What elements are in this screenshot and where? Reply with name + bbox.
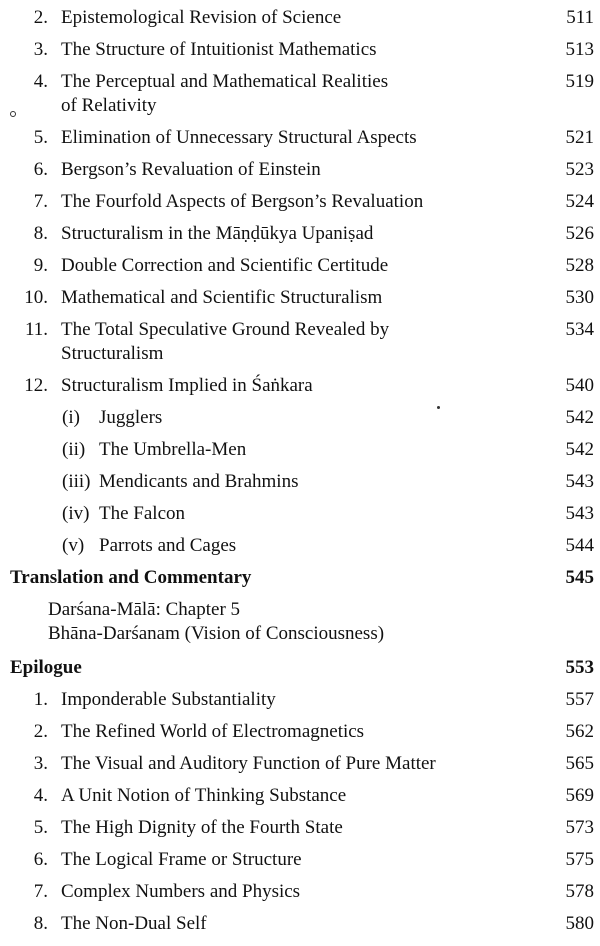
entry-title: The Visual and Auditory Function of Pure Matter	[61, 753, 436, 774]
entry-number: 1.	[33, 689, 48, 710]
entry-number: 6.	[33, 849, 48, 870]
entry-number: 2.	[33, 7, 48, 28]
entry-page: 543	[565, 471, 594, 492]
entry-title: The High Dignity of the Fourth State	[61, 817, 343, 838]
entry-page: 542	[565, 407, 594, 428]
entry-page: 543	[565, 503, 594, 524]
entry-page: 542	[565, 439, 594, 460]
entry-title: The Non-Dual Self	[61, 913, 207, 934]
entry-number: 3.	[33, 39, 48, 60]
entry-page: 562	[565, 721, 594, 742]
entry-number: 7.	[33, 191, 48, 212]
section-title: Translation and Commentary	[10, 567, 252, 588]
entry-title: The Fourfold Aspects of Bergson’s Revaluation	[61, 191, 424, 212]
entry-title-line2: of Relativity	[61, 95, 157, 116]
entry-number: 2.	[33, 721, 48, 742]
entry-number: 11.	[24, 319, 48, 340]
entry-page: 513	[565, 39, 594, 60]
entry-page: 569	[565, 785, 594, 806]
entry-number: 9.	[33, 255, 48, 276]
entry-title: Imponderable Substantiality	[61, 689, 276, 710]
entry-title: The Logical Frame or Structure	[61, 849, 302, 870]
entry-number: 8.	[33, 223, 48, 244]
entry-page: 573	[565, 817, 594, 838]
entry-number: 4.	[33, 71, 48, 92]
subentry-number: (v)	[62, 535, 85, 556]
section-title: Epilogue	[10, 657, 82, 678]
entry-page: 524	[565, 191, 594, 212]
entry-page: 540	[565, 375, 594, 396]
entry-title: Structuralism in the Māṇḍūkya Upaniṣad	[61, 223, 374, 244]
entry-page: 528	[565, 255, 594, 276]
entry-title: The Perceptual and Mathematical Realities	[61, 71, 389, 92]
entry-title: Mathematical and Scientific Structuralism	[61, 287, 383, 308]
entry-number: 5.	[33, 817, 48, 838]
entry-title-line2: Structuralism	[61, 343, 164, 364]
entry-page: 530	[565, 287, 594, 308]
entry-title: The Structure of Intuitionist Mathematics	[61, 39, 377, 60]
entry-number: 5.	[33, 127, 48, 148]
entry-page: 557	[565, 689, 594, 710]
entry-page: 578	[565, 881, 594, 902]
entry-page: 580	[565, 913, 594, 934]
subentry-title: Parrots and Cages	[99, 535, 237, 556]
entry-number: 7.	[33, 881, 48, 902]
entry-title: Bergson’s Revaluation of Einstein	[61, 159, 321, 180]
entry-title: The Refined World of Electromagnetics	[61, 721, 365, 742]
subentry-title: The Umbrella-Men	[99, 439, 247, 460]
stray-mark	[437, 406, 440, 409]
entry-page: 534	[565, 319, 594, 340]
entry-page: 575	[565, 849, 594, 870]
entry-number: 3.	[33, 753, 48, 774]
entry-page: 544	[565, 535, 594, 556]
entry-page: 526	[565, 223, 594, 244]
entry-title: Elimination of Unnecessary Structural Aspects	[61, 127, 417, 148]
entry-number: 10.	[24, 287, 48, 308]
subentry-title: Mendicants and Brahmins	[99, 471, 299, 492]
entry-title: Complex Numbers and Physics	[61, 881, 301, 902]
entry-page: 523	[565, 159, 594, 180]
note-line: Bhāna-Darśanam (Vision of Consciousness)	[48, 623, 385, 644]
section-page: 545	[565, 567, 594, 588]
entry-number: 12.	[24, 375, 48, 396]
entry-number: 4.	[33, 785, 48, 806]
subentry-title: The Falcon	[99, 503, 186, 524]
subentry-number: (i)	[62, 407, 80, 428]
entry-title: Structuralism Implied in Śaṅkara	[61, 375, 313, 396]
subentry-title: Jugglers	[99, 407, 163, 428]
subentry-number: (ii)	[62, 439, 86, 460]
subentry-number: (iii)	[62, 471, 91, 492]
entry-page: 565	[565, 753, 594, 774]
entry-page: 511	[566, 7, 594, 28]
entry-title: Epistemological Revision of Science	[61, 7, 342, 28]
entry-number: 8.	[33, 913, 48, 934]
entry-page: 519	[565, 71, 594, 92]
subentry-number: (iv)	[62, 503, 90, 524]
entry-title: The Total Speculative Ground Revealed by	[61, 319, 390, 340]
entry-title: Double Correction and Scientific Certitude	[61, 255, 389, 276]
entry-number: 6.	[33, 159, 48, 180]
stray-mark	[10, 111, 16, 117]
section-page: 553	[565, 657, 594, 678]
entry-page: 521	[565, 127, 594, 148]
note-line: Darśana-Mālā: Chapter 5	[48, 599, 241, 620]
entry-title: A Unit Notion of Thinking Substance	[61, 785, 347, 806]
